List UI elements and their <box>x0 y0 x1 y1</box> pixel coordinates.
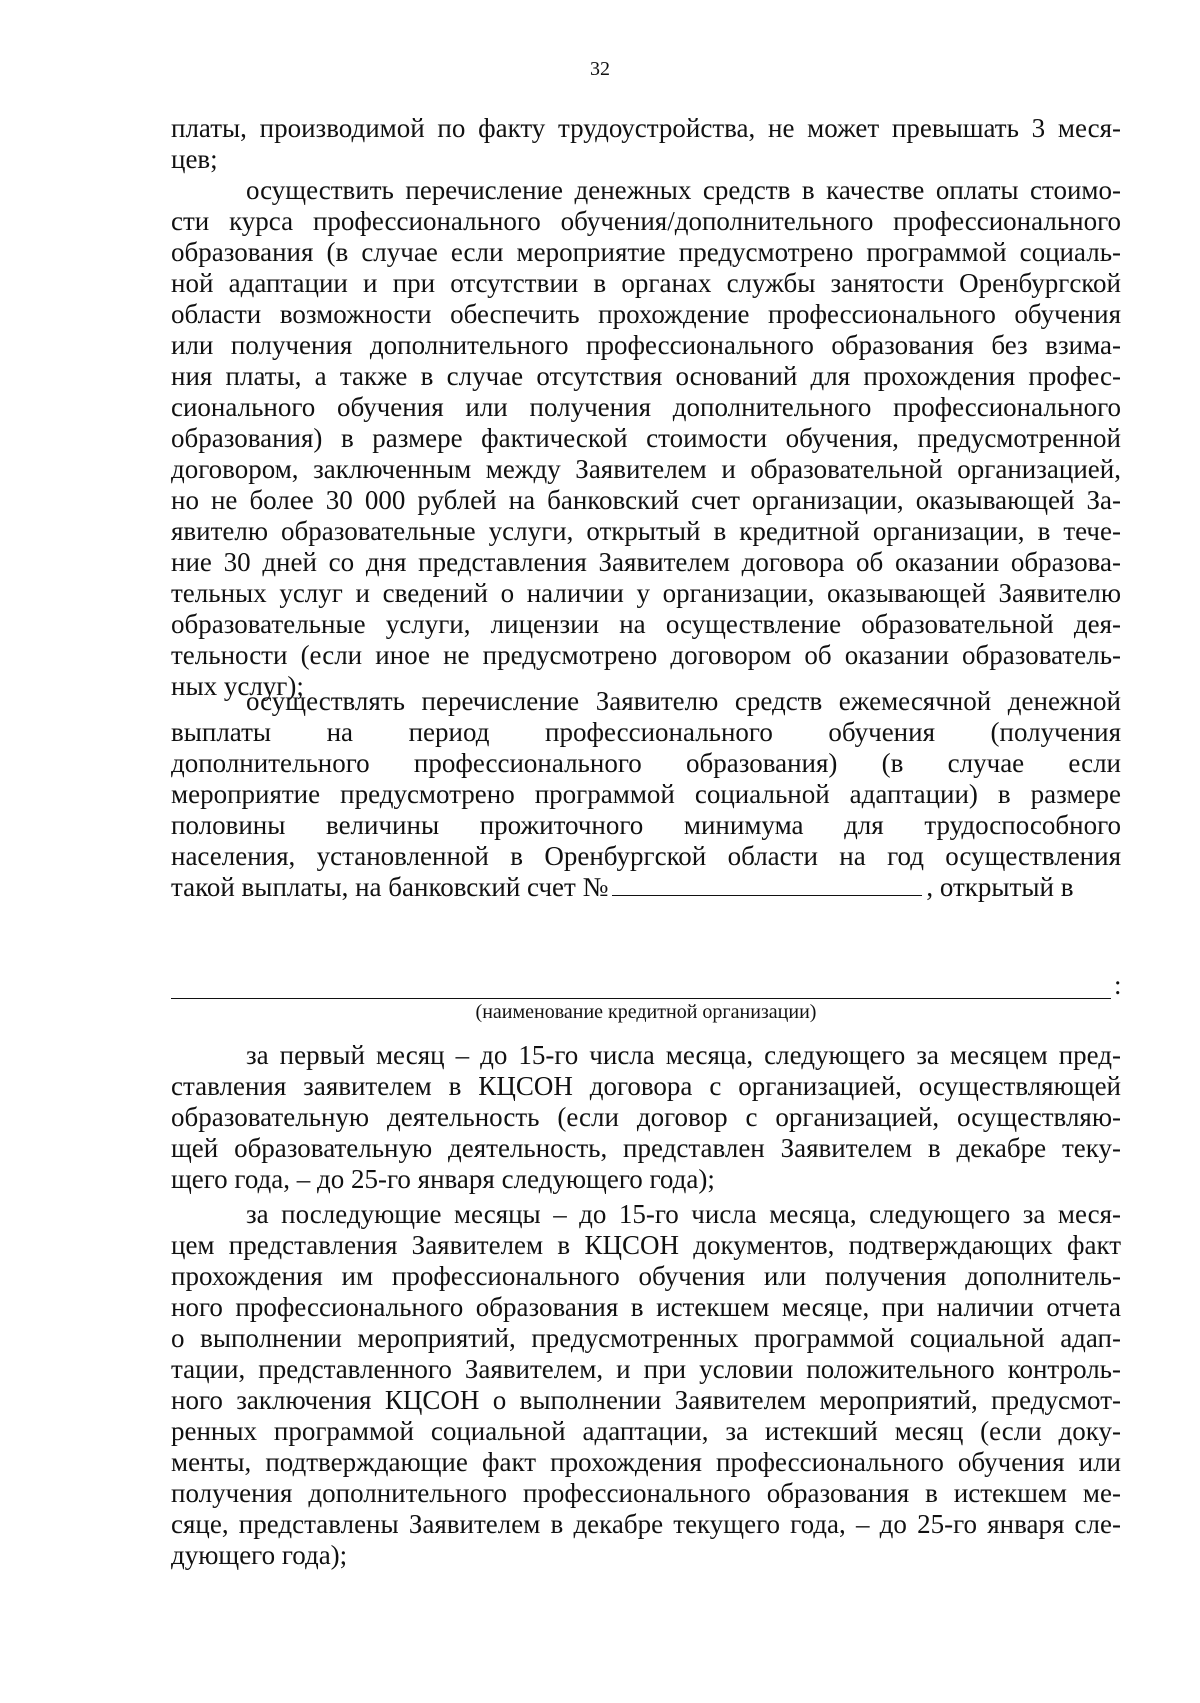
text-line: прохождения им профессионального обучения или получения дополнитель- <box>171 1261 1121 1291</box>
text-line: явителю образовательные услуги, открытый в кредитной организации, в тече- <box>171 516 1121 546</box>
text-line: области возможности обеспечить прохождение профессионального обучения <box>171 299 1121 329</box>
text-line: ние 30 дней со дня представления Заявителем договора об оказании образова- <box>171 547 1121 577</box>
text-line: договором, заключенным между Заявителем и образовательной организацией, <box>171 454 1121 484</box>
account-number-blank <box>612 895 922 896</box>
text-line: мероприятие предусмотрено программой социальной адаптации) в размере <box>171 779 1121 809</box>
text-line: за последующие месяцы – до 15-го числа месяца, следующего за меся- <box>246 1199 1121 1229</box>
text-line: осуществлять перечисление Заявителю средств ежемесячной денежной <box>246 686 1121 716</box>
bank-name-caption: (наименование кредитной организации) <box>475 1001 817 1023</box>
text-line: образовательную деятельность (если договор с организацией, осуществляю- <box>171 1102 1121 1132</box>
text-line: о выполнении мероприятий, предусмотренных программой социальной адап- <box>171 1323 1121 1353</box>
text-line: тации, представленного Заявителем, и при условии положительного контроль- <box>171 1354 1121 1384</box>
bank-name-colon: : <box>1114 970 1122 1000</box>
text-line: тельности (если иное не предусмотрено договором об оказании образователь- <box>171 640 1121 670</box>
text-line: образования) в размере фактической стоимости обучения, предусмотренной <box>171 423 1121 453</box>
text-line: сяце, представлены Заявителем в декабре текущего года, – до 25-го января сле- <box>171 1509 1121 1539</box>
text-line: дополнительного профессионального образования) (в случае если <box>171 748 1121 778</box>
text-line: дующего года); <box>171 1540 348 1570</box>
text-line: выплаты на период профессионального обучения (получения <box>171 717 1121 747</box>
text-line: за первый месяц – до 15-го числа месяца, следующего за месяцем пред- <box>246 1040 1121 1070</box>
text-line: цев; <box>171 144 218 174</box>
text-line: сионального обучения или получения дополнительного профессионального <box>171 392 1121 422</box>
text-line: образования (в случае если мероприятие предусмотрено программой социаль- <box>171 237 1121 267</box>
paragraph-subsequent-months <box>171 1199 1121 1571</box>
text-line: но не более 30 000 рублей на банковский счет организации, оказывающей За- <box>171 485 1121 515</box>
text-line: населения, установленной в Оренбургской области на год осуществления <box>171 841 1121 871</box>
paragraph-monthly-payment <box>171 686 1121 903</box>
text-line: ных услуг); <box>171 671 304 701</box>
text-line: щей образовательную деятельность, представлен Заявителем в декабре теку- <box>171 1133 1121 1163</box>
text-line: цем представления Заявителем в КЦСОН документов, подтверждающих факт <box>171 1230 1121 1260</box>
text-line: получения дополнительного профессионального образования в истекшем ме- <box>171 1478 1121 1508</box>
text-line: платы, производимой по факту трудоустройства, не может превышать 3 меся- <box>171 113 1121 143</box>
text-line: ной адаптации и при отсутствии в органах службы занятости Оренбургской <box>171 268 1121 298</box>
paragraph-course-payment <box>171 175 1121 702</box>
text-line: тельных услуг и сведений о наличии у организации, оказывающей Заявителю <box>171 578 1121 608</box>
bank-name-blank <box>171 998 1111 999</box>
text-line: или получения дополнительного профессионального образования без взима- <box>171 330 1121 360</box>
paragraph-first-month <box>171 1040 1121 1195</box>
text-line: ного профессионального образования в истекшем месяце, при наличии отчета <box>171 1292 1121 1322</box>
account-line-end: , открытый в <box>926 872 1074 902</box>
text-line: ного заключения КЦСОН о выполнении Заявителем мероприятий, предусмот- <box>171 1385 1121 1415</box>
text-line: щего года, – до 25-го января следующего года); <box>171 1164 715 1194</box>
paragraph-salary-limit <box>171 113 1121 175</box>
text-line: ренных программой социальной адаптации, за истекший месяц (если доку- <box>171 1416 1121 1446</box>
page-number: 32 <box>590 58 610 80</box>
text-line: сти курса профессионального обучения/дополнительного профессионального <box>171 206 1121 236</box>
account-line <box>171 872 1121 903</box>
text-line: образовательные услуги, лицензии на осуществление образовательной дея- <box>171 609 1121 639</box>
text-line: ния платы, а также в случае отсутствия оснований для прохождения профес- <box>171 361 1121 391</box>
account-line-start: такой выплаты, на банковский счет № <box>171 872 609 902</box>
text-line: половины величины прожиточного минимума для трудоспособного <box>171 810 1121 840</box>
text-line: осуществить перечисление денежных средств в качестве оплаты стоимо- <box>246 175 1121 205</box>
text-line: ставления заявителем в КЦСОН договора с организацией, осуществляющей <box>171 1071 1121 1101</box>
text-line: менты, подтверждающие факт прохождения профессионального обучения или <box>171 1447 1121 1477</box>
